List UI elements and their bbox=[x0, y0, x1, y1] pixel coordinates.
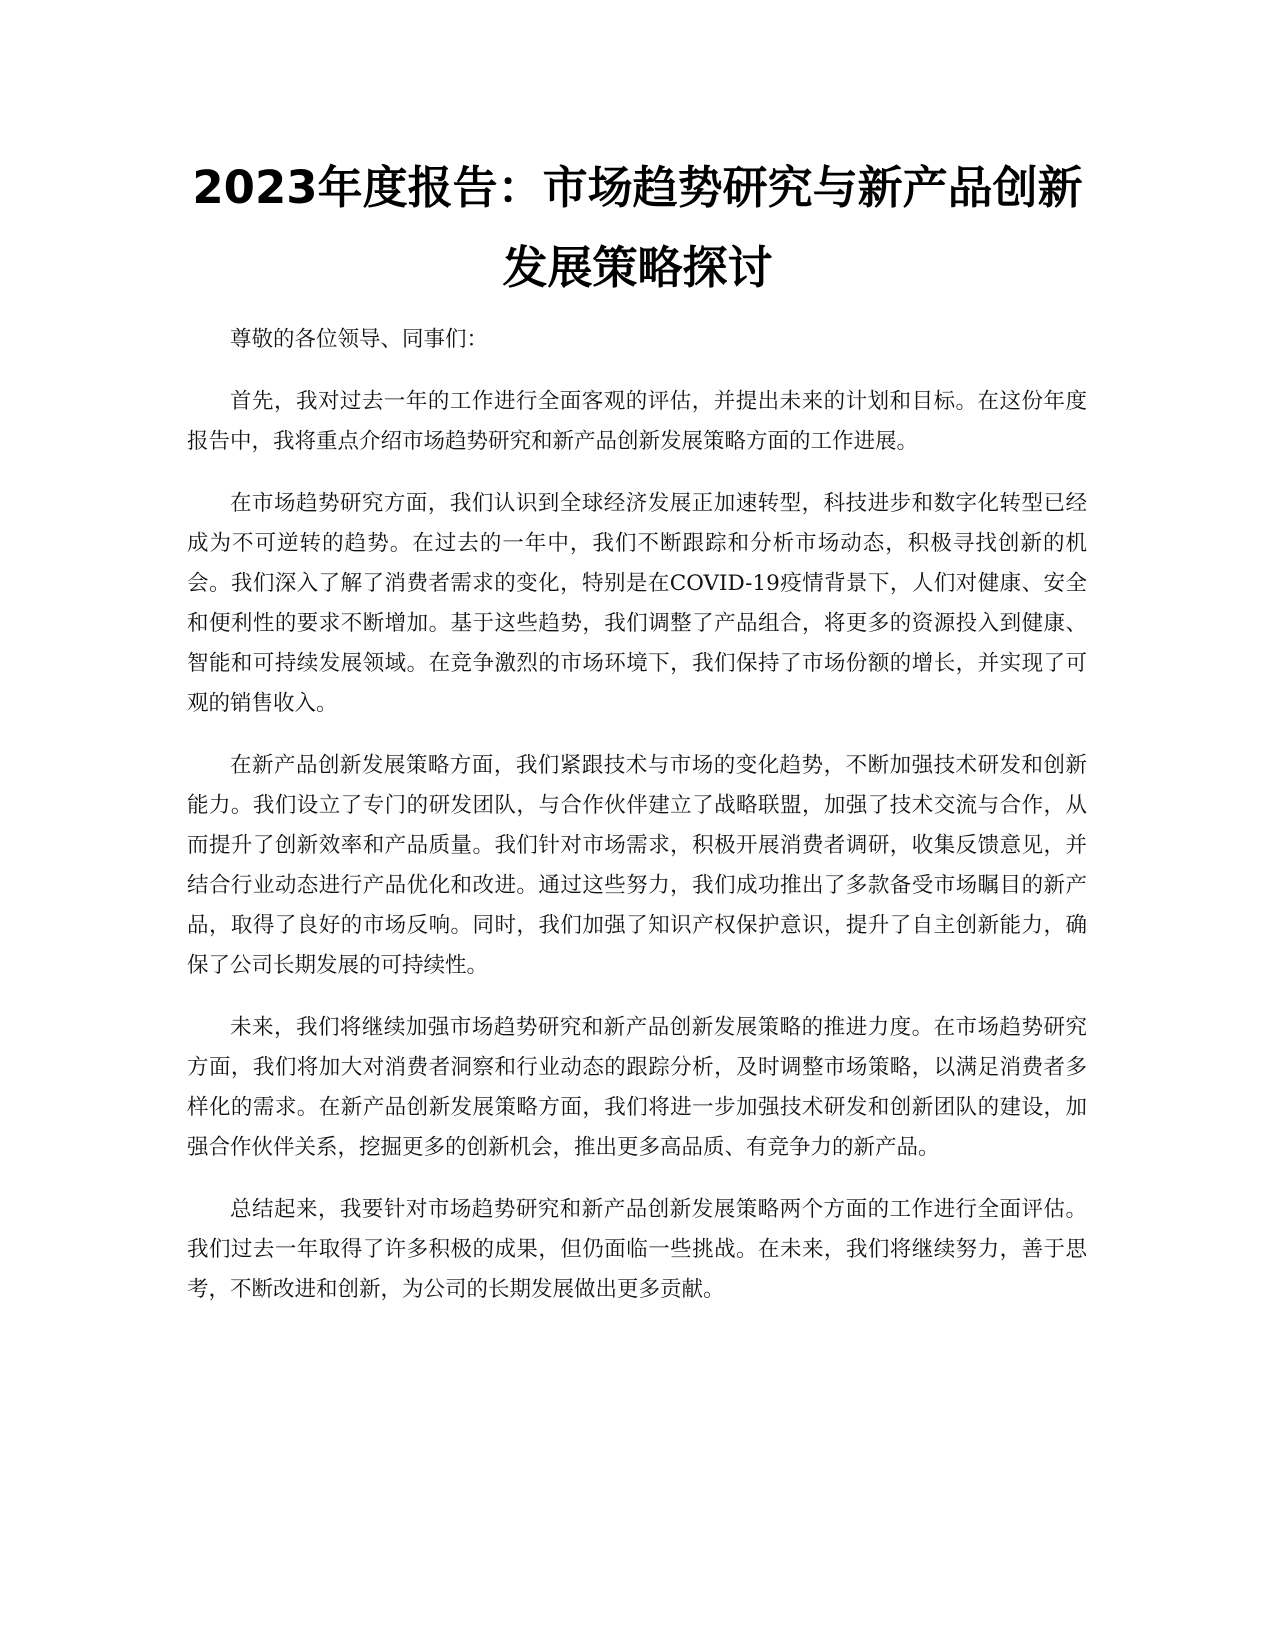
paragraph-summary: 总结起来，我要针对市场趋势研究和新产品创新发展策略两个方面的工作进行全面评估。我们过去一年取得了许多积极的成果，但仍面临一些挑战。在未来，我们将继续努力，善于思考，不断改进和创新，为公司的长期发展做出更多贡献。 bbox=[187, 1197, 1087, 1302]
paragraph-greeting: 尊敬的各位领导、同事们： bbox=[230, 327, 489, 352]
paragraph-product-innovation: 在新产品创新发展策略方面，我们紧跟技术与市场的变化趋势，不断加强技术研发和创新能力。我们设立了专门的研发团队，与合作伙伴建立了战略联盟，加强了技术交流与合作，从而提升了创新效率和产品质量。我们针对市场需求，积极开展消费者调研，收集反馈意见，并结合行业动态进行产品优化和改进。通过这些努力，我们成功推出了多款备受市场瞩目的新产品，取得了良好的市场反响。同时，我们加强了知识产权保护意识，提升了自主创新能力，确保了公司长期发展的可持续性。 bbox=[187, 753, 1087, 978]
paragraph-introduction: 首先，我对过去一年的工作进行全面客观的评估，并提出未来的计划和目标。在这份年度报告中，我将重点介绍市场趋势研究和新产品创新发展策略方面的工作进展。 bbox=[187, 389, 1087, 454]
paragraph-future-plans: 未来，我们将继续加强市场趋势研究和新产品创新发展策略的推进力度。在市场趋势研究方面，我们将加大对消费者洞察和行业动态的跟踪分析，及时调整市场策略，以满足消费者多样化的需求。在新产品创新发展策略方面，我们将进一步加强技术研发和创新团队的建设，加强合作伙伴关系，挖掘更多的创新机会，推出更多高品质、有竞争力的新产品。 bbox=[187, 1015, 1087, 1160]
document-title: 2023年度报告：市场趋势研究与新产品创新发展策略探讨 bbox=[192, 161, 1083, 294]
document-body bbox=[187, 320, 1087, 1332]
paragraph-market-trends: 在市场趋势研究方面，我们认识到全球经济发展正加速转型，科技进步和数字化转型已经成为不可逆转的趋势。在过去的一年中，我们不断跟踪和分析市场动态，积极寻找创新的机会。我们深入了解了消费者需求的变化，特别是在COVID-19疫情背景下，人们对健康、安全和便利性的要求不断增加。基于这些趋势，我们调整了产品组合，将更多的资源投入到健康、智能和可持续发展领域。在竞争激烈的市场环境下，我们保持了市场份额的增长，并实现了可观的销售收入。 bbox=[187, 491, 1087, 716]
